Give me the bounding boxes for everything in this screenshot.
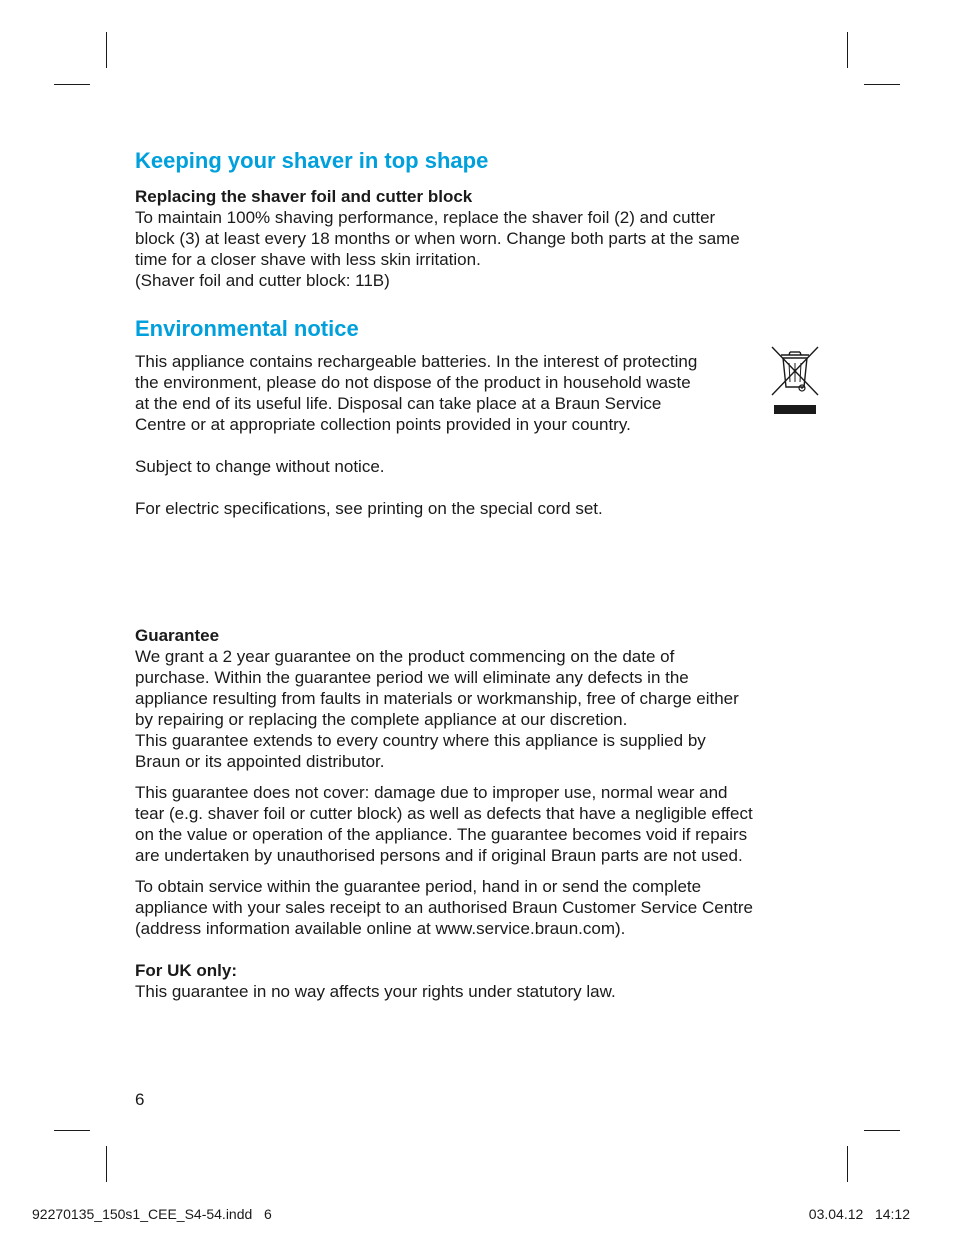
guarantee-p1-line-1: We grant a 2 year guarantee on the product commencing on the date of: [135, 647, 675, 666]
foil-replacement-subheading: Replacing the shaver foil and cutter block: [135, 187, 473, 206]
guarantee-p1-line-3: appliance resulting from faults in materials or workmanship, free of charge either: [135, 689, 739, 708]
electric-specifications-notice: For electric specifications, see printing on the special cord set.: [135, 499, 603, 518]
environment-line-3: at the end of its useful life. Disposal can take place at a Braun Service: [135, 394, 662, 413]
guarantee-p3-line-1: To obtain service within the guarantee period, hand in or send the complete: [135, 877, 702, 896]
guarantee-p1-line-2: purchase. Within the guarantee period we will eliminate any defects in the: [135, 668, 689, 687]
crossed-out-wheelie-bin-icon: [769, 345, 821, 417]
guarantee-p1-line-4: by repairing or replacing the complete appliance at our discretion.: [135, 710, 628, 729]
care-line-1: To maintain 100% shaving performance, replace the shaver foil (2) and cutter: [135, 208, 716, 227]
care-line-4: (Shaver foil and cutter block: 11B): [135, 271, 390, 290]
page-number: 6: [135, 1090, 145, 1109]
guarantee-p1-line-6: Braun or its appointed distributor.: [135, 752, 385, 771]
environment-line-2: the environment, please do not dispose of the product in household waste: [135, 373, 691, 392]
care-heading: Keeping your shaver in top shape: [135, 148, 489, 173]
guarantee-p2-line-1: This guarantee does not cover: damage due to improper use, normal wear and: [135, 783, 728, 802]
crop-mark-bottom-right-horizontal: [864, 1130, 900, 1131]
uk-only-text: This guarantee in no way affects your rights under statutory law.: [135, 982, 616, 1001]
uk-only-heading: For UK only:: [135, 961, 237, 980]
slug-date-time: 03.04.12 14:12: [808, 1206, 910, 1222]
crop-mark-top-right-vertical: [847, 32, 848, 68]
guarantee-p2-line-2: tear (e.g. shaver foil or cutter block) as well as defects that have a negligible effect: [135, 804, 753, 823]
care-line-2: block (3) at least every 18 months or when worn. Change both parts at the same: [135, 229, 740, 248]
crop-mark-top-right-horizontal: [864, 84, 900, 85]
guarantee-p3-line-2: appliance with your sales receipt to an authorised Braun Customer Service Centre: [135, 898, 753, 917]
guarantee-p1-line-5: This guarantee extends to every country where this appliance is supplied by: [135, 731, 706, 750]
care-line-3: time for a closer shave with less skin irritation.: [135, 250, 481, 269]
guarantee-p2-line-3: on the value or operation of the appliance. The guarantee becomes void if repairs: [135, 825, 748, 844]
crop-mark-bottom-left-horizontal: [54, 1130, 90, 1131]
crop-mark-bottom-right-vertical: [847, 1146, 848, 1182]
environment-line-1: This appliance contains rechargeable batteries. In the interest of protecting: [135, 352, 698, 371]
guarantee-p3-line-3: (address information available online at www.service.braun.com).: [135, 919, 626, 938]
guarantee-p2-line-4: are undertaken by unauthorised persons and if original Braun parts are not used.: [135, 846, 743, 865]
environment-heading: Environmental notice: [135, 316, 359, 341]
page-content: [135, 146, 825, 1002]
environment-notice-block: [135, 351, 825, 435]
slug-file-name: 92270135_150s1_CEE_S4-54.indd 6: [32, 1206, 272, 1222]
environment-line-4: Centre or at appropriate collection points provided in your country.: [135, 415, 631, 434]
crop-mark-top-left-horizontal: [54, 84, 90, 85]
change-notice: Subject to change without notice.: [135, 457, 385, 476]
crop-mark-top-left-vertical: [106, 32, 107, 68]
guarantee-heading: Guarantee: [135, 626, 220, 645]
crop-mark-bottom-left-vertical: [106, 1146, 107, 1182]
